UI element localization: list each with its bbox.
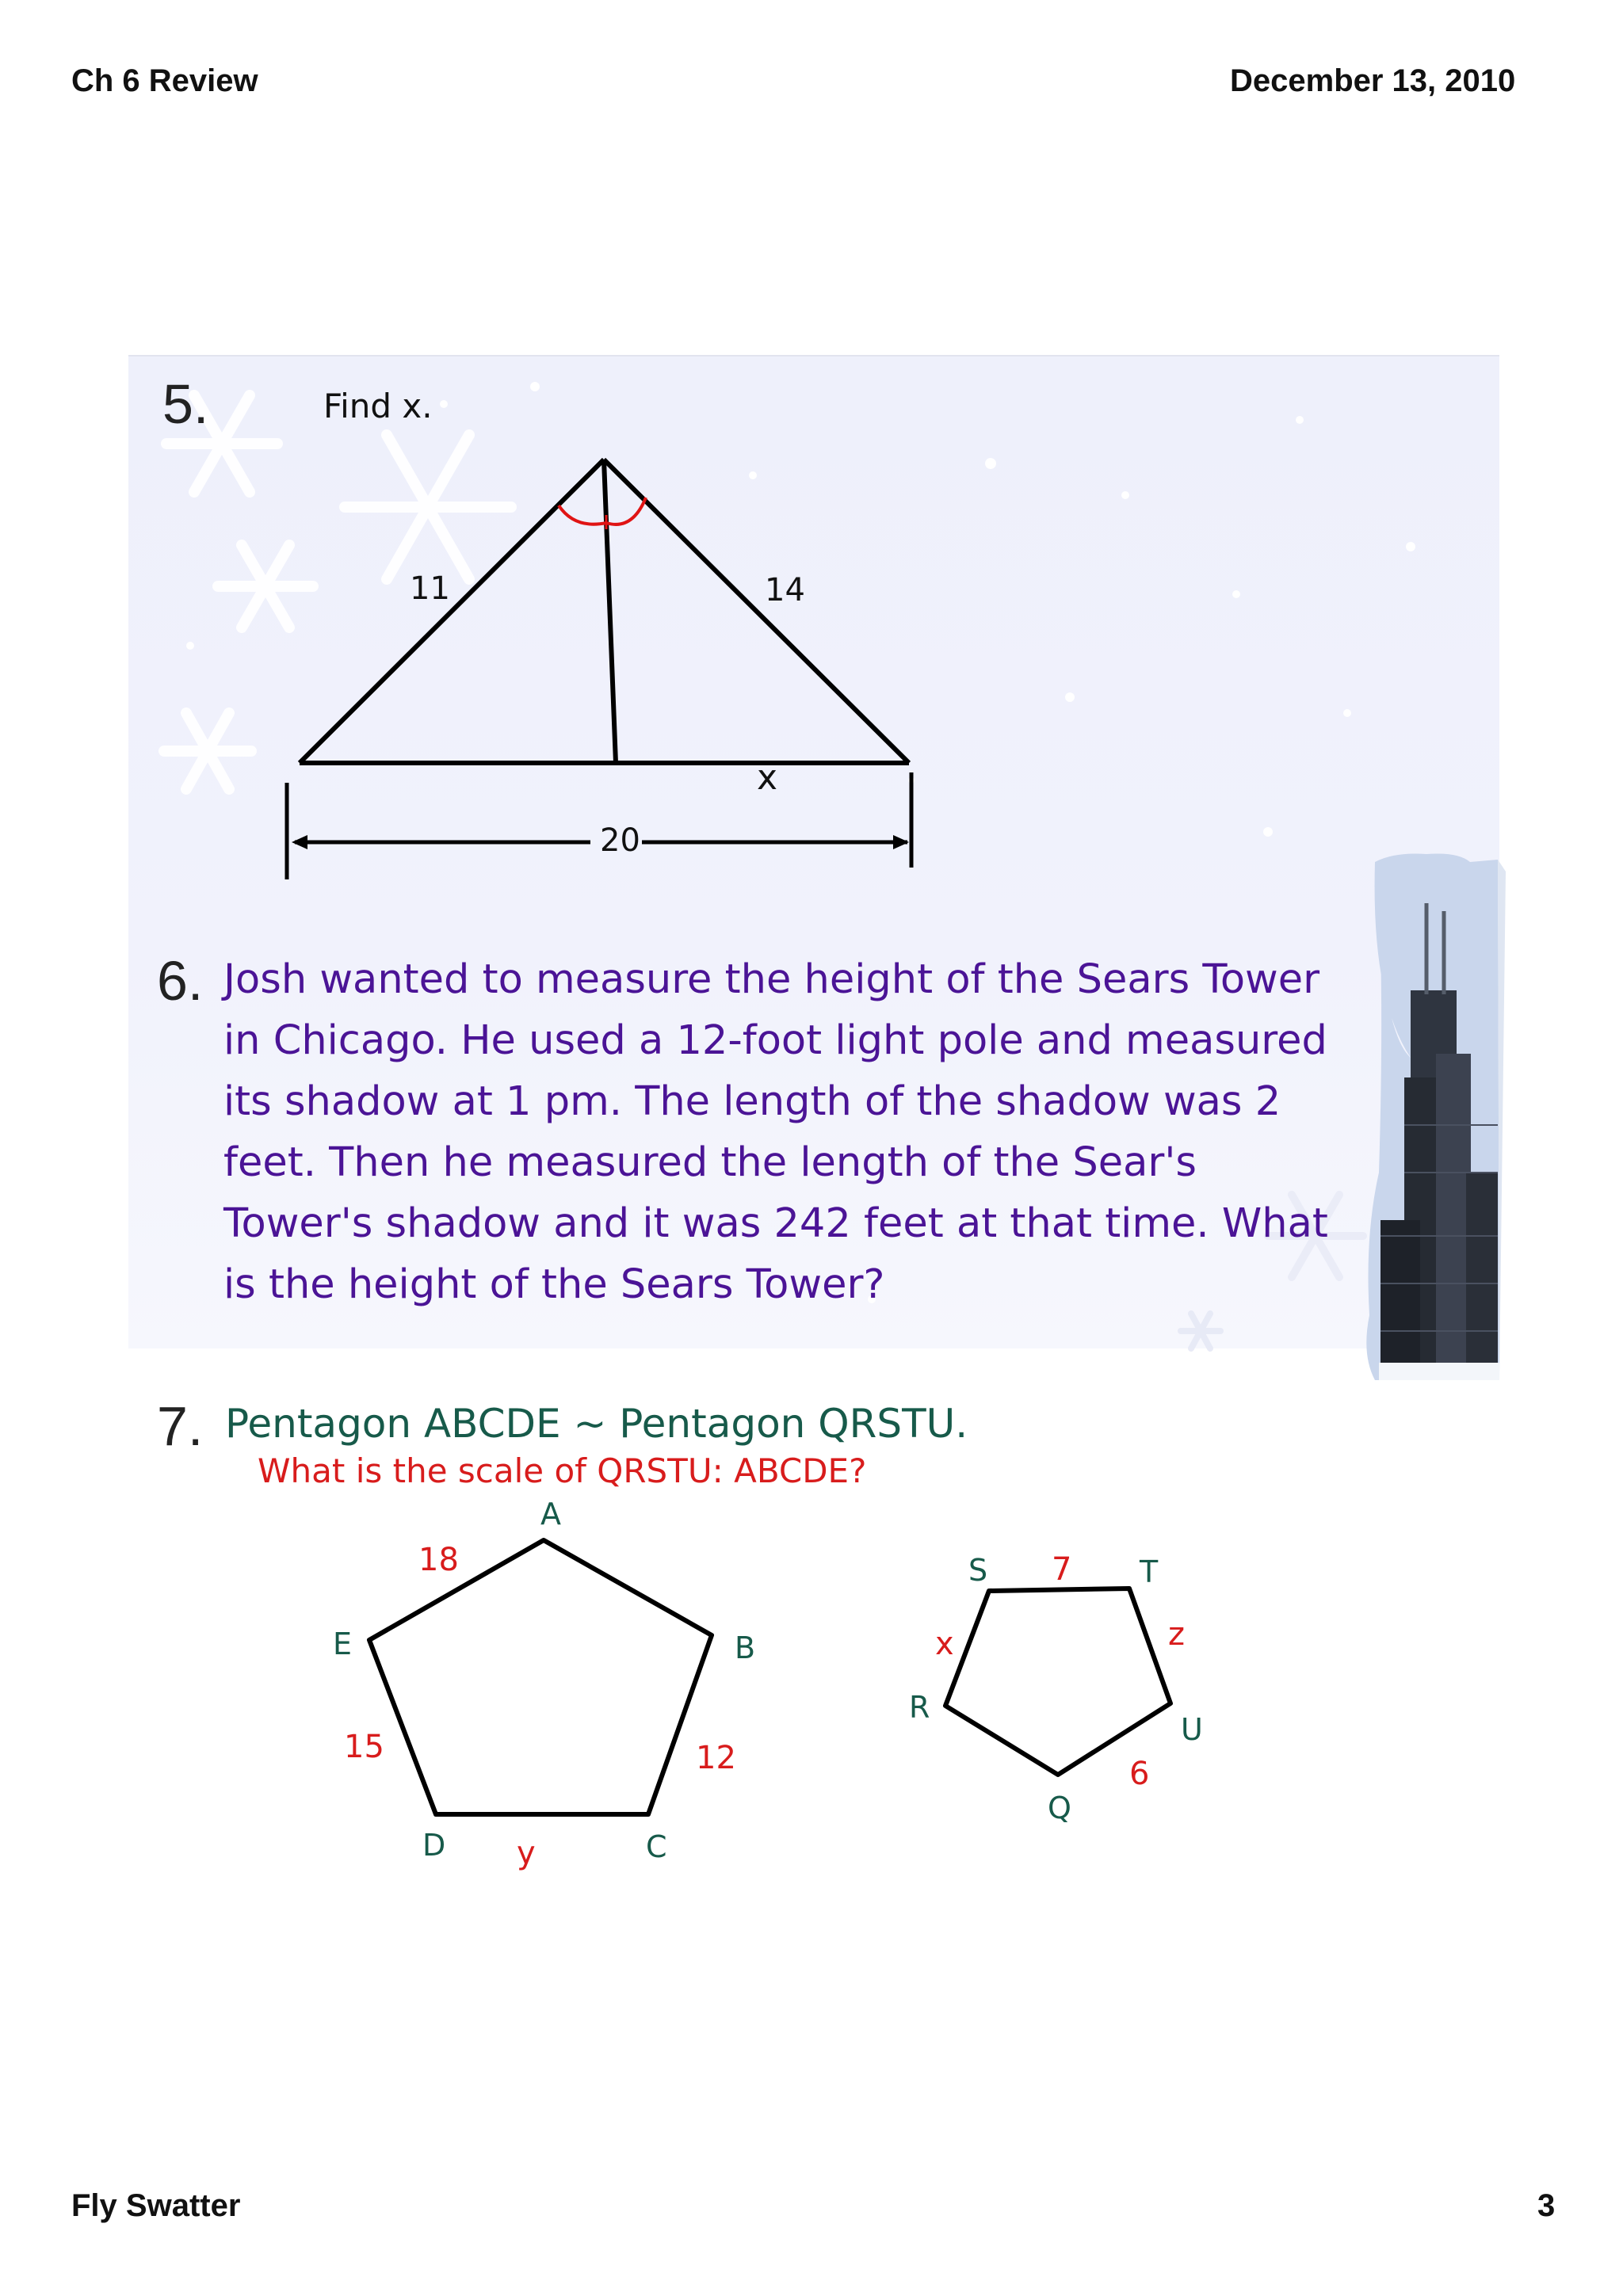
footer-label: Fly Swatter bbox=[71, 2188, 241, 2223]
side-label-x: x bbox=[935, 1626, 954, 1662]
vertex-label-a: A bbox=[540, 1497, 561, 1531]
question-6-line: is the height of the Sears Tower? bbox=[223, 1261, 885, 1308]
page-number: 3 bbox=[1537, 2188, 1556, 2223]
base-label-20: 20 bbox=[600, 822, 640, 859]
question-number-7: 7. bbox=[157, 1395, 204, 1457]
angle-bisect-mark bbox=[559, 498, 646, 524]
vertex-label-c: C bbox=[646, 1829, 667, 1864]
vertex-label-u: U bbox=[1181, 1712, 1203, 1747]
vertex-label-e: E bbox=[333, 1627, 353, 1661]
pentagon-abcde bbox=[369, 1540, 712, 1814]
base-dimension bbox=[287, 772, 911, 879]
question-7-title: Pentagon ABCDE ~ Pentagon QRSTU. bbox=[225, 1401, 968, 1447]
arrowhead-right bbox=[893, 835, 909, 849]
side-label-12: 12 bbox=[696, 1740, 736, 1776]
vertex-label-r: R bbox=[909, 1690, 930, 1725]
question-6-line: in Chicago. He used a 12-foot light pole and measured bbox=[223, 1017, 1327, 1064]
side-label-15: 15 bbox=[344, 1729, 384, 1765]
page-title: Ch 6 Review bbox=[71, 63, 258, 98]
side-label-11: 11 bbox=[410, 570, 450, 607]
page-date: December 13, 2010 bbox=[1230, 63, 1516, 98]
question-7-prompt: What is the scale of QRSTU: ABCDE? bbox=[258, 1451, 867, 1490]
question-6-line: Josh wanted to measure the height of the Sears Tower bbox=[223, 956, 1320, 1003]
segment-label-x: x bbox=[757, 757, 778, 798]
question-6-line: Tower's shadow and it was 242 feet at that time. What bbox=[223, 1200, 1328, 1247]
pentagon-qrstu bbox=[945, 1589, 1170, 1775]
arrowhead-left bbox=[292, 835, 307, 849]
question-6-text bbox=[223, 949, 1365, 1315]
side-label-6: 6 bbox=[1129, 1756, 1150, 1792]
vertex-label-b: B bbox=[735, 1630, 756, 1665]
question-6-line: its shadow at 1 pm. The length of the shadow was 2 bbox=[223, 1078, 1281, 1125]
question-number-5: 5. bbox=[162, 373, 209, 435]
question-6-line: feet. Then he measured the length of the Sear's bbox=[223, 1139, 1197, 1186]
angle-bisector bbox=[604, 460, 616, 763]
side-label-18: 18 bbox=[418, 1542, 459, 1578]
question-5-instruction: Find x. bbox=[323, 387, 433, 425]
vertex-label-t: T bbox=[1140, 1554, 1159, 1589]
vertex-label-q: Q bbox=[1048, 1791, 1071, 1825]
side-label-14: 14 bbox=[765, 572, 805, 608]
side-label-z: z bbox=[1168, 1616, 1185, 1653]
side-label-7: 7 bbox=[1052, 1551, 1072, 1588]
vertex-label-s: S bbox=[968, 1553, 988, 1588]
vertex-label-d: D bbox=[422, 1828, 446, 1863]
question-number-6: 6. bbox=[157, 950, 204, 1012]
side-label-y: y bbox=[517, 1835, 536, 1871]
triangle-right-side bbox=[604, 460, 909, 763]
sears-tower-image bbox=[1366, 853, 1506, 1380]
